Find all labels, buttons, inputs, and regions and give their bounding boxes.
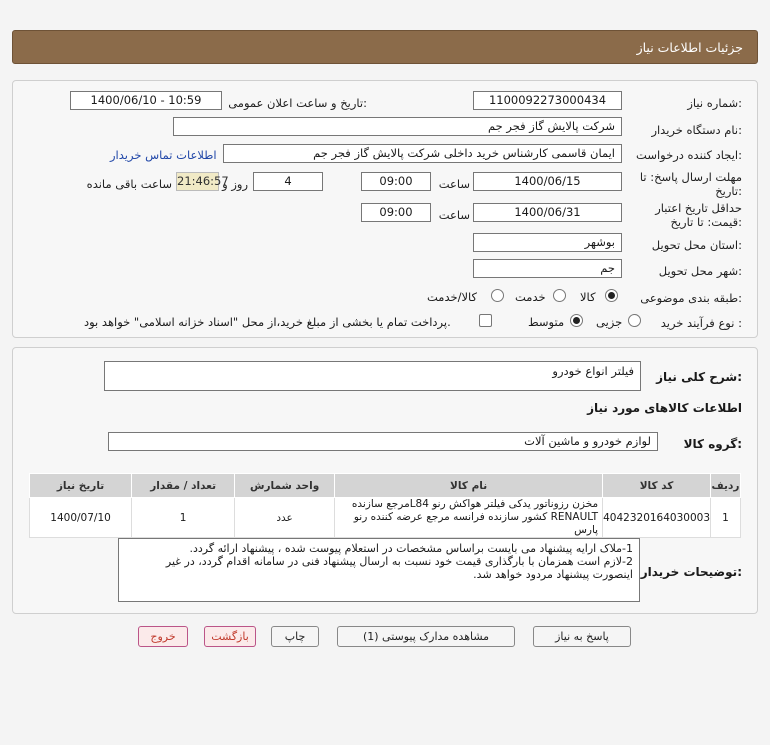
process-radio-medium[interactable] bbox=[570, 314, 583, 327]
process-radio-minor[interactable] bbox=[628, 314, 641, 327]
goods-table-header bbox=[30, 474, 741, 498]
cell-code: 4042320164030003 bbox=[603, 498, 711, 538]
announce-label: تاریخ و ساعت اعلان عمومی: bbox=[228, 96, 367, 110]
cell-date: 1400/07/10 bbox=[30, 498, 132, 538]
validity-time-label: ساعت bbox=[438, 208, 470, 222]
page-header bbox=[12, 30, 758, 64]
back-button[interactable]: بازگشت bbox=[204, 626, 256, 647]
buyer-note-1: 1-ملاک ارایه پیشنهاد می بایست براساس مشخصات در استعلام پیوست شده ، پیشنهاد ارائه گردد. bbox=[189, 542, 633, 555]
need-number-label: شماره نیاز: bbox=[687, 96, 742, 110]
requester-label: ایجاد کننده درخواست: bbox=[636, 148, 742, 162]
requester-field: ایمان قاسمی کارشناس خرید داخلی شرکت پالایش گاز فجر جم bbox=[223, 144, 622, 163]
reply-time-label: ساعت bbox=[438, 177, 470, 191]
reply-button[interactable]: پاسخ به نیاز bbox=[533, 626, 631, 647]
page-title: جزئیات اطلاعات نیاز bbox=[636, 40, 743, 55]
remaining-label: ساعت باقی مانده bbox=[86, 177, 172, 191]
general-desc-field: فیلتر انواع خودرو bbox=[104, 361, 641, 391]
category-label: طبقه بندی موضوعی: bbox=[640, 291, 742, 305]
cell-row: 1 bbox=[711, 498, 741, 538]
table-row[interactable] bbox=[30, 498, 741, 538]
validity-date-field: 1400/06/31 bbox=[473, 203, 622, 222]
treasury-payment-checkbox[interactable] bbox=[479, 314, 492, 327]
print-button[interactable]: چاپ bbox=[271, 626, 319, 647]
buyer-org-label: نام دستگاه خریدار: bbox=[651, 123, 742, 137]
validity-label: حداقل تاریخ اعتبار قیمت: تا تاریخ: bbox=[655, 201, 742, 229]
cell-unit: عدد bbox=[235, 498, 335, 538]
reply-date-field: 1400/06/15 bbox=[473, 172, 622, 191]
goods-group-field: لوازم خودرو و ماشین آلات bbox=[108, 432, 658, 451]
remaining-time-field: 21:46:57 bbox=[176, 172, 219, 191]
days-field: 4 bbox=[253, 172, 323, 191]
treasury-payment-note: پرداخت تمام یا بخشی از مبلغ خرید،از محل "اسناد خزانه اسلامی" خواهد بود. bbox=[84, 315, 451, 329]
process-option-minor: جزیی bbox=[596, 315, 623, 329]
reply-deadline-label: مهلت ارسال پاسخ: تا تاریخ: bbox=[639, 170, 742, 198]
general-desc-label: شرح کلی نیاز: bbox=[656, 370, 742, 384]
goods-table bbox=[29, 473, 741, 538]
category-radio-service[interactable] bbox=[553, 289, 566, 302]
reply-time-field: 09:00 bbox=[361, 172, 431, 191]
need-number-field: 1100092273000434 bbox=[473, 91, 622, 110]
process-label: نوع فرآیند خرید : bbox=[660, 316, 742, 330]
category-radio-goods[interactable] bbox=[605, 289, 618, 302]
exit-button[interactable]: خروج bbox=[138, 626, 188, 647]
category-option-goods-service: کالا/خدمت bbox=[427, 290, 478, 304]
category-option-goods: کالا bbox=[580, 290, 596, 304]
announce-field: 1400/06/10 - 10:59 bbox=[70, 91, 222, 110]
buyer-notes-label: توضیحات خریدار: bbox=[640, 565, 742, 579]
col-code: کد کالا bbox=[603, 474, 711, 498]
col-date: تاریخ نیاز bbox=[30, 474, 132, 498]
city-label: شهر محل تحویل: bbox=[658, 264, 742, 278]
category-option-service: خدمت bbox=[515, 290, 546, 304]
buyer-org-field: شرکت پالایش گاز فجر جم bbox=[173, 117, 622, 136]
category-radio-goods-service[interactable] bbox=[491, 289, 504, 302]
city-field: جم bbox=[473, 259, 622, 278]
cell-qty: 1 bbox=[132, 498, 235, 538]
buyer-notes-box bbox=[118, 538, 640, 602]
cell-name: مخزن رزوناتور یدکی فیلتر هواکش رنو L84مرجع سازنده RENAULT کشور سازنده فرانسه مرجع عرضه کننده رنو پارس bbox=[335, 498, 603, 538]
goods-group-label: گروه کالا: bbox=[683, 437, 742, 451]
validity-time-field: 09:00 bbox=[361, 203, 431, 222]
process-option-medium: متوسط bbox=[528, 315, 565, 329]
goods-info-title: اطلاعات کالاهای مورد نیاز bbox=[587, 401, 742, 415]
province-field: بوشهر bbox=[473, 233, 622, 252]
col-row: ردیف bbox=[711, 474, 741, 498]
province-label: استان محل تحویل: bbox=[651, 238, 742, 252]
contact-buyer-link[interactable]: اطلاعات تماس خریدار bbox=[110, 148, 217, 162]
col-qty: تعداد / مقدار bbox=[132, 474, 235, 498]
days-label: روز و bbox=[222, 177, 248, 191]
col-unit: واحد شمارش bbox=[235, 474, 335, 498]
col-name: نام کالا bbox=[335, 474, 603, 498]
buyer-note-2: 2-لازم است همزمان با بارگذاری قیمت خود نسبت به ارسال پیشنهاد فنی در سامانه اقدام گردد، در غیر اینصورت پیشنهاد مردود خواهد شد. bbox=[165, 555, 633, 581]
attachments-button[interactable]: مشاهده مدارک پیوستی (1) bbox=[337, 626, 515, 647]
